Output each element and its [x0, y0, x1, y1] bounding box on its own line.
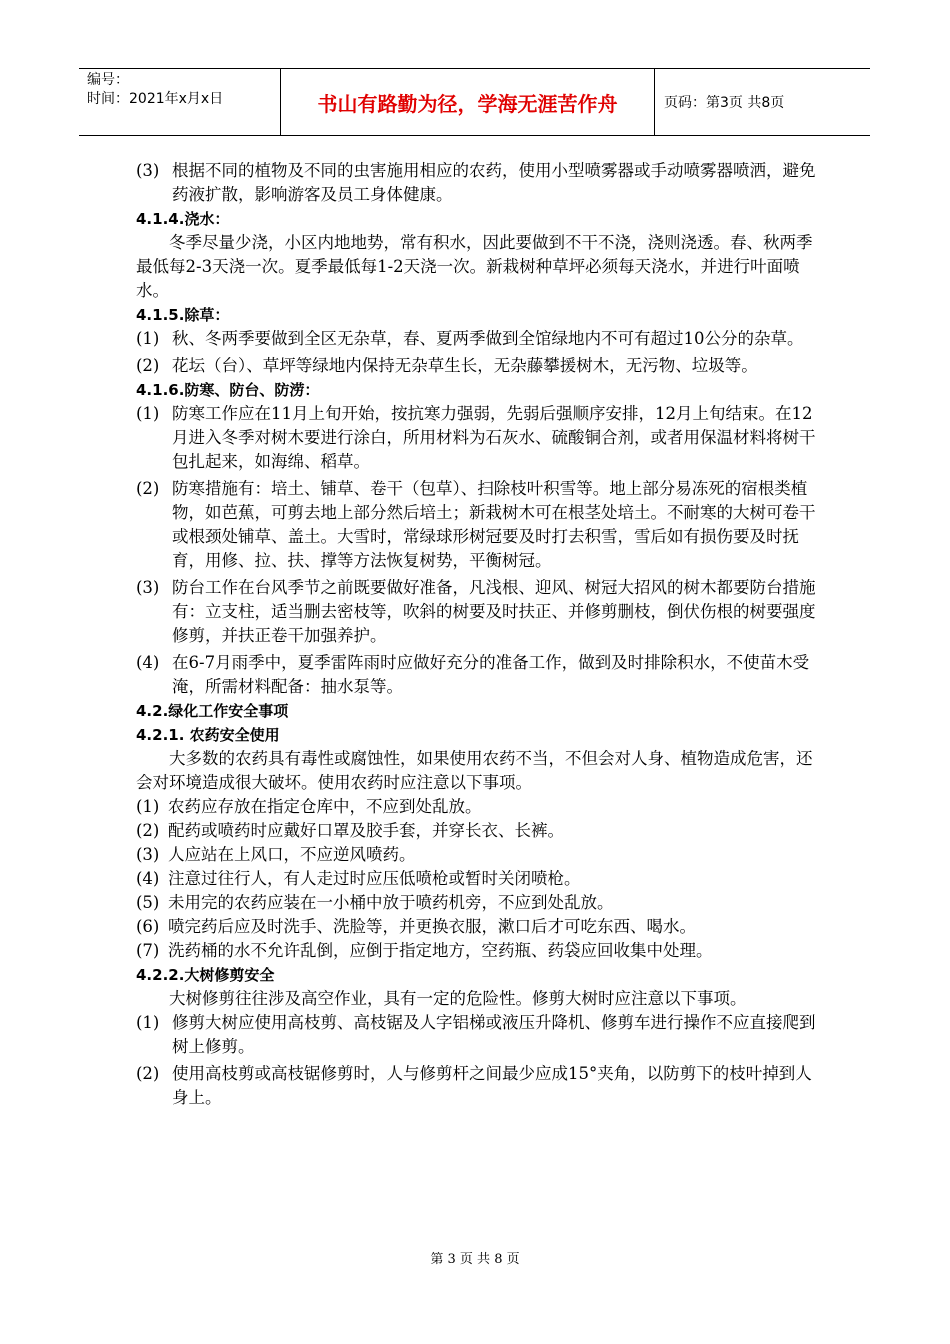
list-item [136, 843, 820, 867]
list-item-text: 洗药桶的水不允许乱倒，应倒于指定地方，空药瓶、药袋应回收集中处理。 [168, 941, 713, 960]
list-item-text: 防台工作在台风季节之前既要做好准备，凡浅根、迎风、树冠大招风的树木都要防台措施有：立支柱，适当删去密枝等，吹斜的树要及时扶正、并修剪删枝，倒伏伤根的树要强度修剪，并扶正卷干加强养护。 [172, 578, 816, 645]
list-item-number: (2) [136, 1064, 160, 1083]
list-item-number: (4) [136, 869, 160, 888]
list-item [136, 1011, 820, 1059]
time-label: 时间：2021年x月x日 [87, 91, 224, 107]
list-item [136, 354, 820, 378]
list-item-text: 未用完的农药应装在一小桶中放于喷药机旁，不应到处乱放。 [168, 893, 614, 912]
list-item-number: (1) [136, 404, 160, 423]
list-item [136, 402, 820, 474]
list-item-text: 根据不同的植物及不同的虫害施用相应的农药，使用小型喷雾器或手动喷雾器喷洒，避免药液扩散，影响游客及员工身体健康。 [172, 161, 816, 204]
list-item-number: (1) [136, 329, 160, 348]
list-item-number: (2) [136, 821, 160, 840]
list-item-number: (3) [136, 161, 160, 180]
list-item-number: (2) [136, 356, 160, 375]
paragraph: 大多数的农药具有毒性或腐蚀性，如果使用农药不当，不但会对人身、植物造成危害，还会对环境造成很大破坏。使用农药时应注意以下事项。 [136, 749, 813, 792]
list-item-text: 秋、冬两季要做到全区无杂草，春、夏两季做到全馆绿地内不可有超过10公分的杂草。 [172, 329, 804, 348]
subsection-heading: 4.2.2.大树修剪安全 [136, 966, 275, 984]
list-item-text: 配药或喷药时应戴好口罩及胶手套，并穿长衣、长裤。 [168, 821, 564, 840]
list-item-number: (3) [136, 845, 160, 864]
list-item-number: (6) [136, 917, 160, 936]
section-heading: 4.2.绿化工作安全事项 [136, 702, 289, 720]
list-item-text: 修剪大树应使用高枝剪、高枝锯及人字铝梯或液压升降机、修剪车进行操作不应直接爬到树上修剪。 [172, 1013, 816, 1056]
list-item [136, 651, 820, 699]
list-item [136, 327, 820, 351]
list-item-text: 花坛（台）、草坪等绿地内保持无杂草生长，无杂藤攀援树木，无污物、垃圾等。 [172, 356, 758, 375]
header-meta [87, 71, 223, 109]
list-item-text: 人应站在上风口，不应逆风喷药。 [168, 845, 416, 864]
page-footer: 第 3 页 共 8 页 [430, 1252, 520, 1267]
list-item [136, 915, 820, 939]
list-item-number: (1) [136, 1013, 160, 1032]
section-heading: 4.1.5.除草： [136, 306, 230, 324]
header-motto: 书山有路勤为径，学海无涯苦作舟 [317, 91, 618, 116]
list-item-text: 使用高枝剪或高枝锯修剪时，人与修剪杆之间最少应成15°夹角，以防剪下的枝叶掉到人身上。 [172, 1064, 812, 1107]
list-item-number: (2) [136, 479, 160, 498]
list-item [136, 576, 820, 648]
list-item [136, 1062, 820, 1110]
list-item [136, 477, 820, 573]
list-item-number: (7) [136, 941, 160, 960]
header-page-info: 页码：第3页 共8页 [664, 95, 785, 111]
list-item [136, 795, 820, 819]
list-item-text: 农药应存放在指定仓库中，不应到处乱放。 [168, 797, 482, 816]
list-item [136, 819, 820, 843]
list-item-text: 在6-7月雨季中，夏季雷阵雨时应做好充分的准备工作，做到及时排除积水，不使苗木受淹，所需材料配备：抽水泵等。 [172, 653, 810, 696]
document-body [136, 159, 820, 1110]
list-item-text: 防寒措施有：培土、铺草、卷干（包草）、扫除枝叶积雪等。地上部分易冻死的宿根类植物，如芭蕉，可剪去地上部分然后培土；新栽树木可在根茎处培土。不耐寒的大树可卷干或根颈处铺草、盖土。大雪时，常绿球形树冠要及时打去积雪，雪后如有损伤要及时抚育，用修、拉、扶、撑等方法恢复树势，平衡树冠。 [172, 479, 816, 570]
section-heading: 4.1.4.浇水： [136, 210, 230, 228]
list-item [136, 867, 820, 891]
paragraph: 大树修剪往往涉及高空作业，具有一定的危险性。修剪大树时应注意以下事项。 [169, 989, 747, 1008]
list-item-number: (1) [136, 797, 160, 816]
header-divider [654, 68, 655, 136]
paragraph: 冬季尽量少浇，小区内地地势，常有积水，因此要做到不干不浇，浇则浇透。春、秋两季最低每2-3天浇一次。夏季最低每1-2天浇一次。新栽树种草坪必须每天浇水，并进行叶面喷水。 [136, 233, 813, 300]
list-item-text: 注意过往行人，有人走过时应压低喷枪或暂时关闭喷枪。 [168, 869, 581, 888]
list-item [136, 159, 820, 207]
list-item [136, 939, 820, 963]
serial-label: 编号： [87, 72, 129, 88]
list-item-number: (5) [136, 893, 160, 912]
list-item-number: (4) [136, 653, 160, 672]
subsection-heading: 4.2.1. 农药安全使用 [136, 726, 280, 744]
list-item-text: 防寒工作应在11月上旬开始，按抗寒力强弱，先弱后强顺序安排，12月上旬结束。在12月进入冬季对树木要进行涂白，所用材料为石灰水、硫酸铜合剂，或者用保温材料将树干包扎起来，如海绵、稻草。 [172, 404, 816, 471]
section-heading: 4.1.6.防寒、防台、防涝： [136, 381, 320, 399]
list-item-number: (3) [136, 578, 160, 597]
list-item-text: 喷完药后应及时洗手、洗脸等，并更换衣服，漱口后才可吃东西、喝水。 [168, 917, 696, 936]
document-header [79, 68, 870, 136]
list-item [136, 891, 820, 915]
